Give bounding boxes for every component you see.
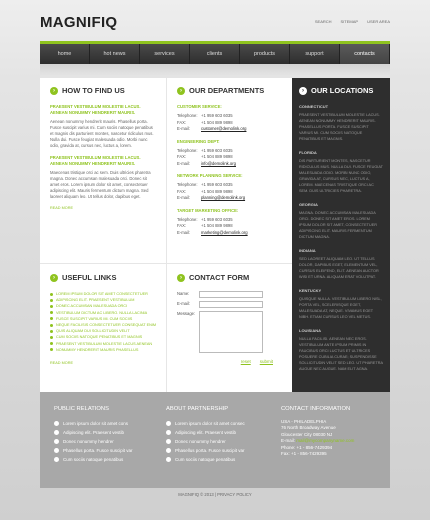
- contact-email-label: E-mail:: [281, 438, 296, 444]
- useful-link[interactable]: NONUMMY HENDRERIT MAURIS PHASELLUS: [50, 347, 160, 353]
- useful-link[interactable]: LOREM IPSUM DOLOR SIT AMET CONSECTETUER: [50, 291, 160, 297]
- chevron-right-icon: ›: [50, 87, 58, 95]
- footer: [40, 392, 390, 488]
- copyright-text: MAGNIFIQ © 2013 |: [178, 492, 216, 497]
- location-city: KENTUCKY: [299, 288, 322, 293]
- submit-button[interactable]: submit: [259, 359, 273, 364]
- footer-contact-info: [281, 406, 381, 457]
- useful-link[interactable]: ADIPISCING ELIT. PRAESENT VESTIBULUM: [50, 297, 160, 303]
- form-actions: [177, 359, 287, 364]
- email-label: E-mail:: [177, 195, 191, 200]
- telephone-label: Telephone:: [177, 113, 198, 118]
- department-block: [177, 208, 282, 237]
- department-name: CUSTOMER SERVICE:: [177, 104, 222, 109]
- contact-form-heading: › CONTACT FORM: [177, 273, 287, 282]
- department-block: [177, 104, 282, 133]
- email-link[interactable]: info@demolink.org: [201, 160, 236, 166]
- footer-link[interactable]: Adipiscing elit. Praesent vestib: [54, 428, 164, 437]
- footer-link[interactable]: Donec nonummy hendrer: [54, 437, 164, 446]
- location-city: INDIANA: [299, 248, 316, 253]
- nav-shadow: [40, 64, 390, 76]
- useful-links-read-more-link[interactable]: READ MORE: [50, 361, 73, 366]
- fax-label: FAX:: [177, 223, 187, 228]
- useful-link[interactable]: DONEC ACCUMSAN MALESUADA ORCI: [50, 303, 160, 309]
- footer-public-relations: [54, 406, 164, 464]
- footer-link[interactable]: Lorem ipsum dolor sit amet cons: [54, 419, 164, 428]
- email-input[interactable]: [199, 301, 263, 308]
- chevron-right-icon: ›: [177, 87, 185, 95]
- reset-button[interactable]: reset: [240, 359, 251, 364]
- find-us-text-1: Aenean nonummy hendrerit mauris. Phasellus porta. Fusce suscipit varius mi. Cum sociis natoque penatibus et magnis dis parturient montes, nascetur ridiculus mus. Nulla dui. Fusce feugiat malesuada odio. Morbi nunc odio, gravida at, cursus nec, luctus a, lorem.: [50, 119, 154, 148]
- telephone-value: +1 959 603 6035: [201, 147, 233, 153]
- footer-link[interactable]: Phasellus porta. Fusce suscipit var: [166, 446, 276, 455]
- chevron-right-icon: ›: [177, 274, 185, 282]
- telephone-label: Telephone:: [177, 182, 198, 187]
- useful-link[interactable]: PRAESENT VESTIBULUM MOLESTIE LACUS AENEAN: [50, 341, 160, 347]
- fax-label: FAX:: [177, 119, 187, 125]
- useful-link[interactable]: QUIS ALIQUAM DUI SOLLICITUDIN VELIT: [50, 328, 160, 334]
- location-city: FLORIDA: [299, 150, 317, 155]
- nav-item-services[interactable]: services: [140, 44, 190, 64]
- department-block: [177, 139, 282, 168]
- locations-heading: › OUR LOCATIONS: [299, 86, 383, 95]
- contact-phone-label: Phone:: [281, 444, 296, 450]
- department-name: ENGINEERING DEPT:: [177, 138, 220, 144]
- privacy-policy-link[interactable]: PRIVACY POLICY: [217, 492, 252, 497]
- column-locations: [292, 78, 390, 392]
- email-link[interactable]: marketing@demolink.org: [201, 229, 248, 235]
- fax-value: +1 504 889 9898: [201, 119, 233, 125]
- telephone-label: Telephone:: [177, 147, 198, 153]
- nav-item-contacts[interactable]: contacts: [340, 44, 390, 64]
- email-link[interactable]: customer@demolink.org: [201, 126, 247, 131]
- footer-column-title: CONTACT INFORMATION: [281, 406, 351, 412]
- department-name: NETWORK PLANNING SERVICE:: [177, 173, 243, 178]
- location-city: CONNECTICUT: [299, 104, 329, 109]
- location-text: MAGNA. DONEC ACCUMSAN MALESUADA ORCI. DONEC SIT AMET EROS. LOREM IPSUM DOLOR SIT AMET, CONSECTETUER ADIPISCING ELIT. MAURIS FERMENTUM DICTUM MAGNA.: [299, 211, 377, 239]
- telephone-value: +1 959 603 6035: [201, 182, 233, 187]
- contact-form-section: [177, 273, 287, 364]
- find-us-subheading-1: PRAESENT VESTIBULUM MOLESTIE LACUS. AENEAN NONUMMY HENDRERIT MAURIS.: [50, 104, 141, 115]
- location-text: QUISQUE NULLA. VESTIBULUM LIBERO NISL, PORTA VEL, SCELERISQUE EGET, MALESUADA AT, NEQUE. VIVAMUS EGET NIBH. ETIAM CURSUS LEO VEL METUS.: [299, 297, 382, 319]
- footer-column-title: ABOUT PARTNERSHIP: [166, 406, 229, 412]
- departments-heading: › OUR DEPARTMENTS: [177, 86, 282, 95]
- telephone-value: +1 959 603 6035: [201, 113, 233, 118]
- nav-item-home[interactable]: home: [40, 44, 90, 64]
- logo[interactable]: MAGNIFIQ: [40, 14, 118, 31]
- department-name: TARGET MARKETING OFFICE:: [177, 207, 239, 213]
- nav-item-support[interactable]: support: [290, 44, 340, 64]
- fax-label: FAX:: [177, 154, 187, 159]
- contact-email-link[interactable]: mail@mycompanyname.com: [296, 438, 355, 444]
- chevron-right-icon: ›: [299, 87, 307, 95]
- name-input[interactable]: [199, 291, 263, 298]
- nav-item-products[interactable]: products: [240, 44, 290, 64]
- useful-link[interactable]: VESTIBULUM DICTUM AC LIBERO. NULLA LACINIA: [50, 310, 160, 316]
- message-textarea[interactable]: [199, 311, 263, 353]
- message-label: Message:: [177, 311, 196, 316]
- fax-value: +1 504 889 9898: [201, 154, 233, 159]
- content-area: [40, 78, 390, 392]
- copyright: [0, 492, 430, 497]
- location-text: SED LAOREET ALIQUAM LEO. UT TELLUS DOLOR, DAPIBUS EGET, ELEMENTUM VEL, CURSUS ELEIFEND, ELIT. AENEAN AUCTOR WISI ET URNA. ALIQUAM ERAT VOLUTPAT.: [299, 257, 379, 279]
- find-us-heading: › HOW TO FIND US: [50, 86, 156, 95]
- footer-link[interactable]: Phasellus porta. Fusce suscipit var: [54, 446, 164, 455]
- top-link-sitemap[interactable]: SITEMAP: [340, 19, 359, 24]
- contact-address: 76 North Broadway Avenue: [281, 425, 336, 431]
- contact-fax-label: Fax:: [281, 451, 290, 457]
- nav-item-clients[interactable]: clients: [190, 44, 240, 64]
- contact-fax: +1 - 856-7429395: [291, 451, 327, 457]
- footer-partnership: [166, 406, 276, 464]
- main-nav: [40, 44, 390, 64]
- find-us-subheading-2: PRAESENT VESTIBULUM MOLESTIE LACUS. AENEAN NONUMMY HENDRERIT MAURIS.: [50, 155, 141, 166]
- section-divider: [40, 263, 292, 264]
- contact-phone: +1 - 856-7429394: [296, 444, 333, 450]
- column-find-us: [40, 78, 166, 392]
- useful-link[interactable]: NEQUE FACILISIS CONSECTETUER CONSEQUAT ENIM: [50, 322, 160, 328]
- footer-column-title: PUBLIC RELATIONS: [54, 406, 109, 412]
- email-label: E-mail:: [177, 160, 191, 166]
- footer-link[interactable]: Cum sociis natoque penatibus: [54, 455, 164, 464]
- chevron-right-icon: ›: [50, 274, 58, 282]
- email-label: E-mail:: [177, 301, 191, 306]
- top-links: [315, 19, 390, 24]
- telephone-value: +1 959 603 6035: [201, 216, 233, 222]
- useful-links-list: [50, 291, 160, 353]
- useful-links-heading: › USEFUL LINKS: [50, 273, 160, 282]
- useful-links-section: [50, 273, 160, 365]
- footer-link[interactable]: Cum sociis natoque penatibus: [166, 455, 276, 464]
- location-text: NULLA FACILISI. AENEAN NEC EROS. VESTIBULUM ANTE IPSUM PRIMIS IN FAUCIBUS ORCI LUCTUS ET ULTRICES POSUERE CUBILIA CURAE; SUSPENDISSE SOLLICITUDIN VELIT SED LEO. UT PHARETRA AUGUE NEC AUGUE. NAM ELIT AGNA.: [299, 337, 383, 371]
- name-label: Name:: [177, 291, 190, 296]
- location-text: DIS PARTURIENT MONTES, NASCETUR RIDICULUS MUS. NULLA DUI. FUSCE FEUGIAT MALESUADA ODIO. MORBI NUNC ODIO, GRAVIDA AT, CURSUS NEC, LUCTUS A, LOREM. MAECENAS TRISTIQUE ORCI AC SEM. DUIS ULTRICIES PHARETRA.: [299, 159, 383, 193]
- department-block: [177, 173, 282, 202]
- email-link[interactable]: planning@demolink.org: [201, 195, 246, 200]
- contact-city: Gloucester City 08030 NJ: [281, 431, 333, 437]
- contact-company: USA - PHILADELPHIA: [281, 419, 327, 424]
- location-city: GEORGIA: [299, 202, 318, 207]
- telephone-label: Telephone:: [177, 216, 198, 222]
- column-departments: [166, 78, 292, 392]
- useful-link[interactable]: CUM SOCIIS NATOQUE PENATIBUS ET MAGNIS: [50, 334, 160, 340]
- fax-label: FAX:: [177, 188, 187, 194]
- top-link-search[interactable]: SEARCH: [314, 19, 332, 24]
- location-city: LOUISIANA: [299, 328, 321, 333]
- nav-item-hot-news[interactable]: hot news: [90, 44, 140, 64]
- email-label: E-mail:: [177, 126, 191, 131]
- footer-link[interactable]: Lorem ipsum dolor sit amet consec: [166, 419, 276, 428]
- top-link-user-area[interactable]: USER AREA: [367, 19, 390, 24]
- useful-link[interactable]: FUSCE SUSCIPIT VARIUS MI. CUM SOCIIS: [50, 316, 160, 322]
- find-us-text-2: Maecenas tristique orci ac sem. Duis ultricies pharetra magna. Donec accumsan malesuada orci. Donec sit amet eros. Lorem ipsum dolor sit amet, consectetuer adipiscing elit. Mauris fermentum dictum magna. Sed laoreet aliquam leo. Ut tellus dolor, dapibus eget.: [50, 170, 151, 199]
- email-label: E-mail:: [177, 229, 191, 235]
- location-text: PRAESENT VESTIBULUM MOLESTIE LACUS. AENEAN NONUMMY HENDRERIT MAURIS. PHASELLUS PORTA. FUSCE SUSCIPIT VARIUS MI. CUM SOCIIS NATOQUE PENATIBUS ET MAGNIS.: [299, 113, 380, 141]
- footer-link[interactable]: Adipiscing elit. Praesent vestib: [166, 428, 276, 437]
- fax-value: +1 504 889 9898: [201, 223, 233, 228]
- fax-value: +1 504 889 9898: [201, 188, 233, 194]
- footer-link[interactable]: Donec nonummy hendrer: [166, 437, 276, 446]
- find-us-read-more-link[interactable]: READ MORE: [50, 206, 73, 210]
